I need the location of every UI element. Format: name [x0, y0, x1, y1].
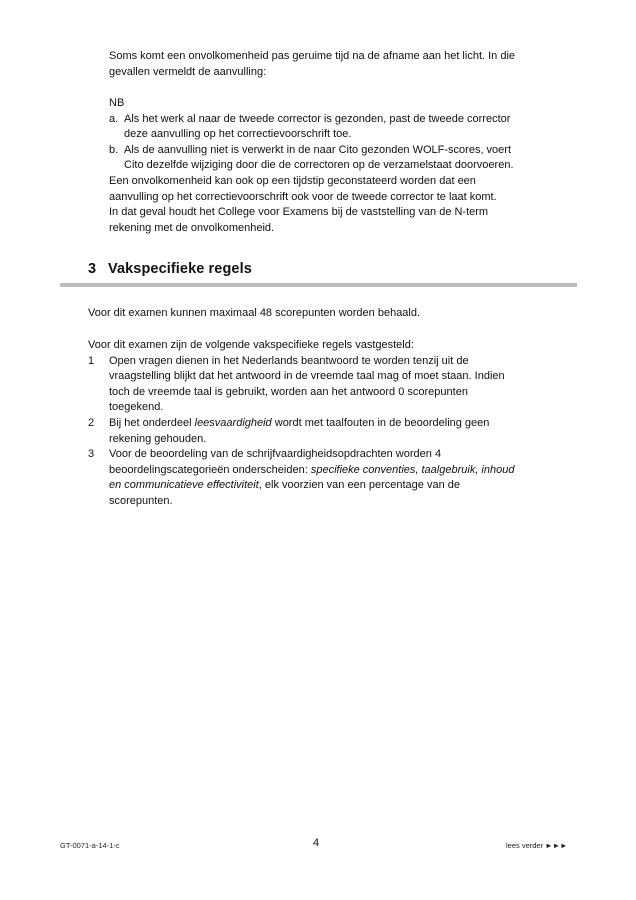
rule-number: 1: [88, 354, 95, 367]
intro-line: gevallen vermeldt de aanvulling:: [109, 65, 267, 78]
rule-text-part: , elk voorzien van een percentage van de: [258, 479, 460, 492]
rule-item-1: [88, 354, 578, 416]
section-heading: [88, 262, 252, 278]
intro-paragraph: [109, 49, 579, 80]
page-number: 4: [313, 837, 320, 849]
footer-code: GT-0071-a-14-1-c: [60, 841, 120, 850]
nb-title: NB: [109, 97, 125, 109]
section-number: 3: [88, 261, 97, 277]
rules-intro: Voor dit examen zijn de volgende vakspecifieke regels vastgesteld:: [88, 339, 414, 351]
rule-text-part: wordt met taalfouten in de beoordeling geen: [271, 416, 490, 429]
rule-line: toch de vreemde taal is gebruikt, worden aan het antwoord 0 scorepunten: [109, 385, 468, 398]
section-divider: [60, 283, 577, 287]
rule-line: toegekend.: [109, 401, 164, 414]
rule-emphasis: leesvaardigheid: [194, 416, 272, 429]
rule-text-part: Bij het onderdeel: [109, 416, 195, 429]
nb-para-line: Een onvolkomenheid kan ook op een tijdstip geconstateerd worden dat een: [109, 174, 476, 187]
nb-letter: b.: [109, 143, 119, 156]
rule-item-3: [88, 447, 578, 509]
section-title: Vakspecifieke regels: [108, 261, 252, 277]
rule-line: Open vragen dienen in het Nederlands beantwoord te worden tenzij uit de: [109, 354, 469, 367]
nb-item-a: [109, 112, 579, 143]
rule-text-part: beoordelingscategorieën onderscheiden:: [109, 463, 311, 476]
rule-number: 3: [88, 448, 95, 461]
nb-para-line: rekening met de onvolkomenheid.: [109, 221, 275, 234]
continue-label: lees verder ►►►: [506, 841, 568, 850]
nb-item-b: [109, 143, 579, 174]
rule-item-2: [88, 416, 578, 447]
rule-emphasis: specifieke conventies, taalgebruik, inhoud: [310, 463, 515, 476]
nb-item-line: Als het werk al naar de tweede corrector is gezonden, past de tweede corrector: [124, 112, 511, 125]
rule-line: rekening gehouden.: [109, 432, 207, 445]
nb-item-line: Cito dezelfde wijziging door die de correctoren op de verzamelstaat doorvoeren.: [124, 159, 514, 172]
rule-number: 2: [88, 416, 95, 429]
rule-line: vraagstelling blijkt dat het antwoord in de vreemde taal mag of moet staan. Indien: [109, 370, 505, 383]
nb-item-line: deze aanvulling op het correctievoorschrift toe.: [124, 128, 352, 141]
nb-para-line: In dat geval houdt het College voor Examens bij de vaststelling van de N-term: [109, 206, 489, 219]
rule-line: [109, 463, 578, 479]
rule-line: Voor de beoordeling van de schrijfvaardigheidsopdrachten worden 4: [109, 448, 442, 461]
nb-item-line: Als de aanvulling niet is verwerkt in de naar Cito gezonden WOLF-scores, voert: [124, 143, 512, 156]
nb-block: [109, 96, 579, 236]
rule-line: [109, 478, 578, 494]
max-points-text: Voor dit examen kunnen maximaal 48 scorepunten worden behaald.: [88, 307, 421, 319]
rule-line: [109, 416, 578, 432]
intro-line: Soms komt een onvolkomenheid pas geruime tijd na de afname aan het licht. In die: [109, 50, 516, 62]
nb-letter: a.: [109, 112, 119, 125]
rule-emphasis: en communicatieve effectiviteit: [109, 479, 259, 492]
rule-line: scorepunten.: [109, 494, 173, 507]
nb-para-line: aanvulling op het correctievoorschrift ook voor de tweede corrector te laat komt.: [109, 190, 497, 203]
rules-list: [88, 338, 578, 510]
